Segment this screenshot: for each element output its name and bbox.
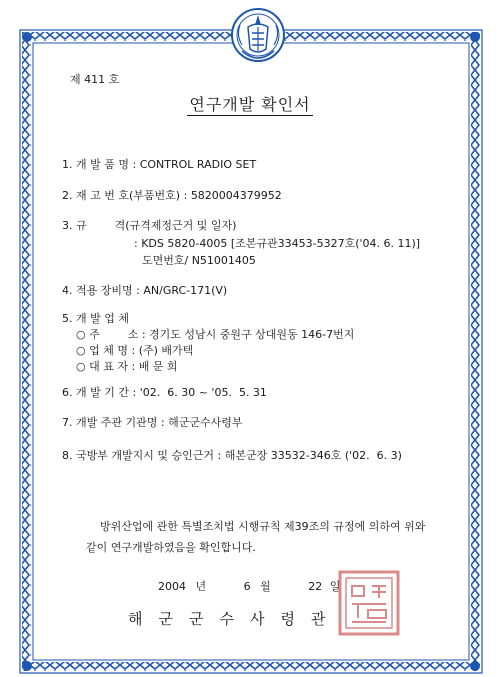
issue-date: 2004 년 6 월 22 일 <box>158 580 341 593</box>
date-year: 2004 <box>158 580 186 593</box>
document-number: 제 411 호 <box>70 73 120 86</box>
issuing-authority: 해군군수사령관 <box>128 610 342 628</box>
item-specification: 3. 규 격(규격제정근거 및 일자) <box>62 219 237 232</box>
item-supervising-agency: 7. 개발 주관 기관명 : 해군군수사령부 <box>62 416 243 429</box>
document-title: 연구개발 확인서 <box>189 95 311 114</box>
spec-kds-line: : KDS 5820-4005 [조본규관33453-5327호('04. 6. 11)] <box>134 237 421 250</box>
company-name: ○ 업 체 명 : (주) 배가텍 <box>76 344 194 357</box>
company-address: ○ 주 소 : 경기도 성남시 중원구 상대원동 146-7번지 <box>76 328 355 341</box>
item-applied-equipment: 4. 적용 장비명 : AN/GRC-171(V) <box>62 284 228 297</box>
item-developer: 5. 개 발 업 체 <box>62 312 129 325</box>
confirmation-statement <box>86 516 440 558</box>
statement-line-1: 방위산업에 관한 특별조치법 시행규칙 제39조의 규정에 의하여 위와 <box>100 520 426 533</box>
spec-drawing-number: 도면번호/ N51001405 <box>142 254 256 267</box>
date-day: 22 <box>308 580 323 593</box>
item-product-name: 1. 개 발 품 명 : CONTROL RADIO SET <box>62 158 257 171</box>
navy-emblem-icon <box>228 5 288 73</box>
item-development-period: 6. 개 발 기 간 : '02. 6. 30 ~ '05. 5. 31 <box>62 386 267 399</box>
date-month: 6 <box>243 580 251 593</box>
item-approval-basis: 8. 국방부 개발지시 및 승인근거 : 해본군장 33532-346호 ('02. 6. 3) <box>62 449 402 462</box>
item-stock-number: 2. 재 고 번 호(부품번호) : 5820004379952 <box>62 189 282 202</box>
statement-line-2: 같이 연구개발하였음을 확인합니다. <box>86 541 256 554</box>
company-representative: ○ 대 표 자 : 배 문 희 <box>76 360 178 373</box>
official-seal-icon <box>338 570 400 636</box>
